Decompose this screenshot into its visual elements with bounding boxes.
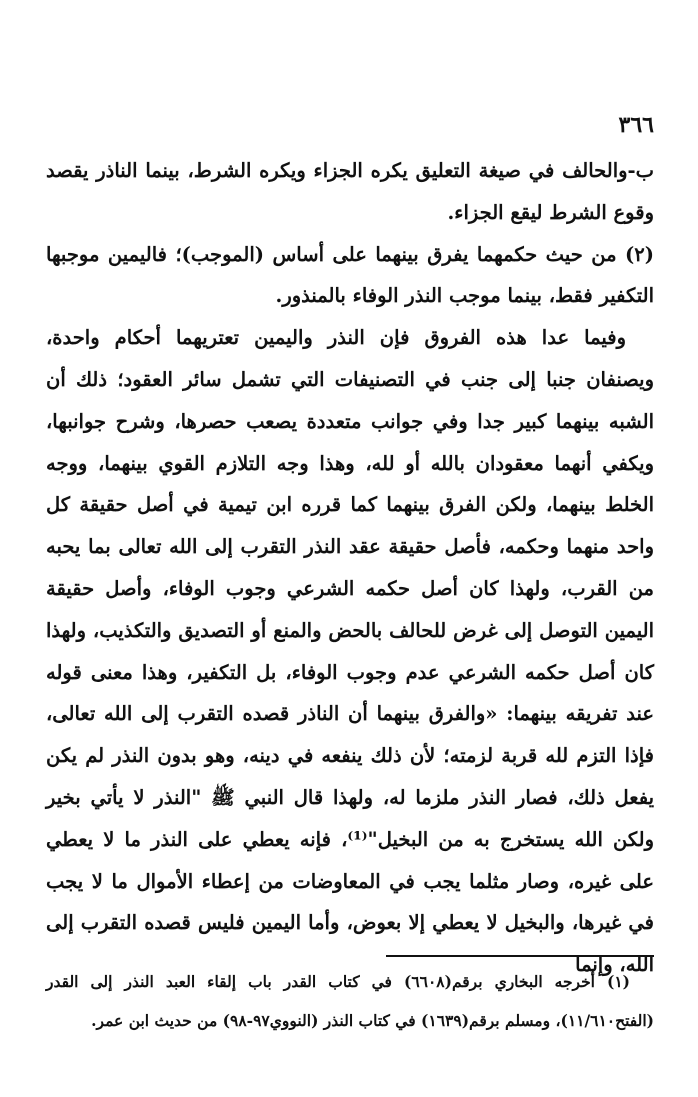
page-number: ٣٦٦: [618, 112, 654, 138]
main-text: [46, 150, 654, 986]
footnote-divider: [386, 955, 654, 957]
footnote: (١) أخرجه البخاري برقم(٦٦٠٨) في كتاب القدر باب إلقاء العبد النذر إلى القدر (الفتح١١/٦١٠)، ومسلم برقم(١٦٣٩) في كتاب النذر (النووي٩٧-٩٨) من حديث ابن عمر.: [46, 972, 654, 1030]
paragraph-ruling-difference: (٢) من حيث حكمهما يفرق بينهما على أساس (الموجب)؛ فاليمين موجبها التكفير فقط، بينما موجب النذر الوفاء بالمنذور.: [46, 242, 654, 308]
paragraph-conditional-oath: ب-والحالف في صيغة التعليق يكره الجزاء ويكره الشرط، بينما الناذر يقصد وقوع الشرط ليقع الجزاء.: [46, 159, 654, 224]
paragraph-common-rulings: وفيما عدا هذه الفروق فإن النذر واليمين تعتريهما أحكام واحدة، ويصنفان جنبا إلى جنب في التصنيفات التي تشمل سائر العقود؛ ذلك أن الشبه بينهما كبير جدا وفي جوانب متعددة يصعب حصرها، وشرح جوانبها، ويكفي أنهما معقودان بالله أو لله، وهذا وجه التلازم القوي بينهما، ووجه الخلط بينهما، ولكن الفرق بينهما كما قرره ابن تيمية في أصل حقيقة كل واحد منهما وحكمه، فأصل حقيقة عقد النذر التقرب إلى الله تعالى بما يحبه من القرب، ولهذا كان أصل حكمه الشرعي وجوب الوفاء، وأصل حقيقة اليمين التوصل إلى غرض للحالف بالحض والمنع أو التصديق والتكذيب، ولهذا كان أصل حكمه الشرعي عدم وجوب الوفاء، بل التكفير، وهذا معنى قوله عند تفريقه بينهما: «والفرق بينهما أن الناذر قصده التقرب إلى الله تعالى، فإذا التزم لله قربة لزمته؛ لأن ذلك ينفعه في دينه، وهو بدون النذر لم يكن يفعل ذلك، فصار النذر ملزما له، ولهذا قال النبي ﷺ "النذر لا يأتي بخير ولكن الله يستخرج به من البخيل"⁽¹⁾، فإنه يعطي على النذر ما لا يعطي على غيره، وصار مثلما يجب في المعاوضات من إعطاء الأموال ما لا يجب في غيرها، والبخيل لا يعطي إلا بعوض، وأما اليمين فليس قصده التقرب إلى الله، وإنما: [46, 326, 654, 977]
